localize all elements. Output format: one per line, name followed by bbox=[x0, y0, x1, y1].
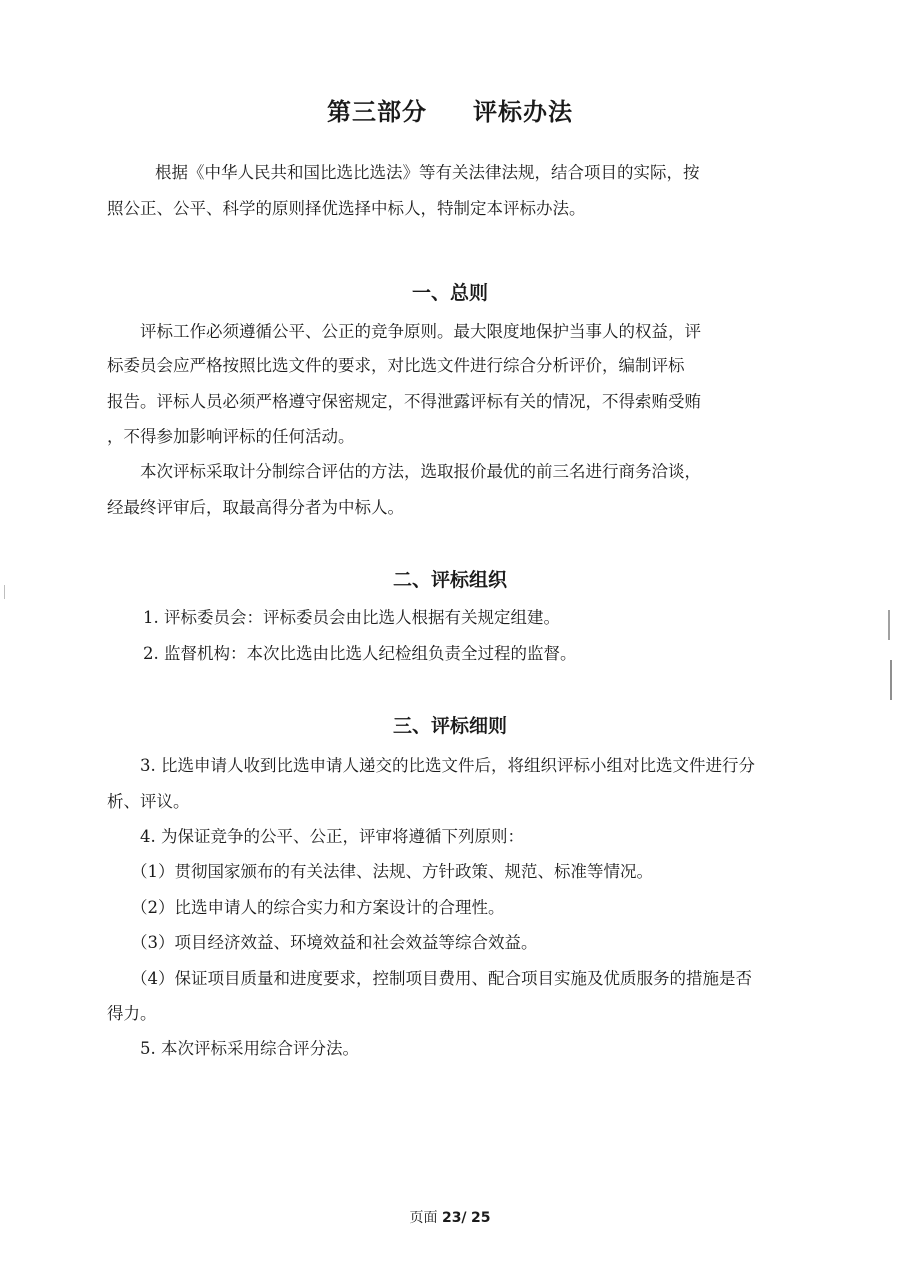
general-line-1: 评标工作必须遵循公平、公正的竞争原则。最大限度地保护当事人的权益，评 bbox=[140, 322, 701, 341]
section-heading-general: 一、总则 bbox=[411, 282, 488, 304]
scan-mark bbox=[890, 660, 892, 700]
organization-line-2: 2. 监督机构：本次比选由比选人纪检组负责全过程的监督。 bbox=[143, 644, 577, 663]
page-title bbox=[0, 92, 900, 127]
page-number bbox=[0, 1207, 900, 1227]
details-line-9: 5. 本次评标采用综合评分法。 bbox=[140, 1039, 359, 1058]
page-label: 页面 bbox=[409, 1210, 438, 1226]
title-name: 评标办法 bbox=[473, 98, 573, 126]
general-line-5: 本次评标采取计分制综合评估的方法，选取报价最优的前三名进行商务洽谈， bbox=[140, 462, 701, 481]
organization-line-1: 1. 评标委员会：评标委员会由比选人根据有关规定组建。 bbox=[143, 608, 560, 627]
details-line-6: （3）项目经济效益、环境效益和社会效益等综合效益。 bbox=[131, 933, 538, 952]
details-line-5: （2）比选申请人的综合实力和方案设计的合理性。 bbox=[131, 898, 505, 917]
title-part: 第三部分 bbox=[327, 98, 427, 126]
details-line-3: 4. 为保证竞争的公平、公正，评审将遵循下列原则： bbox=[140, 827, 524, 846]
intro-line-2: 照公正、公平、科学的原则择优选择中标人，特制定本评标办法。 bbox=[107, 199, 586, 218]
general-line-3: 报告。评标人员必须严格遵守保密规定，不得泄露评标有关的情况，不得索贿受贿 bbox=[107, 392, 701, 411]
section-heading-details: 三、评标细则 bbox=[392, 715, 507, 737]
general-line-4: ，不得参加影响评标的任何活动。 bbox=[107, 427, 355, 446]
intro-line-1: 根据《中华人民共和国比选比选法》等有关法律法规，结合项目的实际，按 bbox=[155, 163, 700, 182]
details-line-2: 析、评议。 bbox=[107, 792, 190, 811]
details-line-8: 得力。 bbox=[107, 1004, 157, 1023]
page-total: 25 bbox=[471, 1210, 491, 1226]
general-line-2: 标委员会应严格按照比选文件的要求，对比选文件进行综合分析评价，编制评标 bbox=[107, 356, 685, 375]
scan-mark bbox=[4, 585, 5, 599]
page-current: 23/ bbox=[441, 1210, 467, 1226]
details-line-7: （4）保证项目质量和进度要求，控制项目费用、配合项目实施及优质服务的措施是否 bbox=[131, 969, 752, 988]
general-line-6: 经最终评审后，取最高得分者为中标人。 bbox=[107, 498, 404, 517]
scan-mark bbox=[888, 610, 890, 640]
section-heading-organization: 二、评标组织 bbox=[392, 569, 507, 591]
details-line-1: 3. 比选申请人收到比选申请人递交的比选文件后，将组织评标小组对比选文件进行分 bbox=[140, 756, 755, 775]
details-line-4: （1）贯彻国家颁布的有关法律、法规、方针政策、规范、标准等情况。 bbox=[131, 862, 653, 881]
